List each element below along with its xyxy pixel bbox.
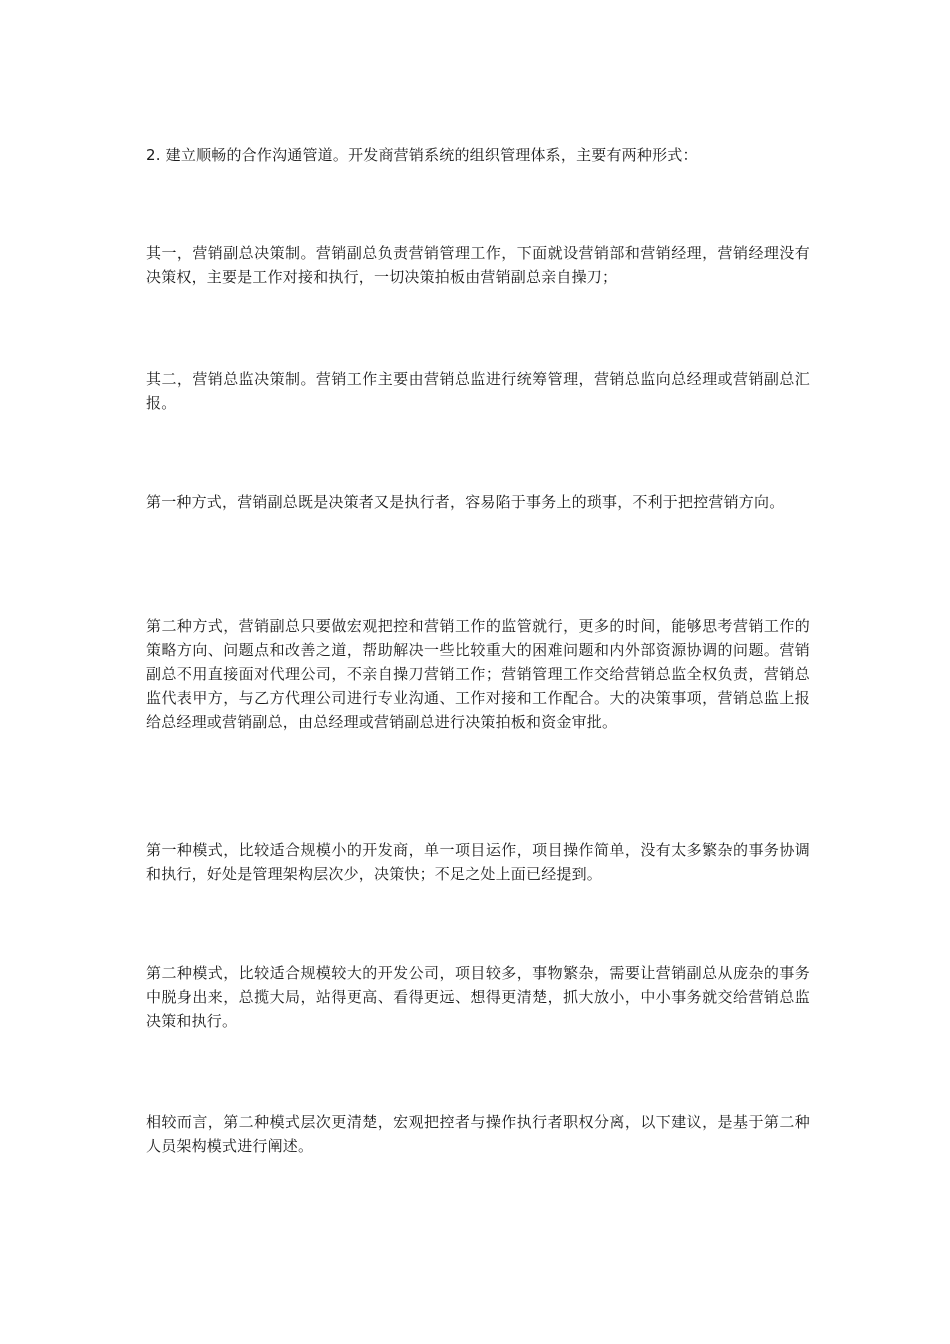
paragraph-mode-one: 第一种模式，比较适合规模小的开发商，单一项目运作，项目操作简单，没有太多繁杂的事务协调和执行，好处是管理架构层次少，决策快；不足之处上面已经提到。 <box>146 841 810 883</box>
paragraph-option-two: 其二，营销总监决策制。营销工作主要由营销总监进行统筹管理，营销总监向总经理或营销副总汇报。 <box>146 370 810 412</box>
paragraph-method-one: 第一种方式，营销副总既是决策者又是执行者，容易陷于事务上的琐事，不利于把控营销方向。 <box>146 493 785 511</box>
paragraph-mode-two: 第二种模式，比较适合规模较大的开发公司，项目较多，事物繁杂，需要让营销副总从庞杂的事务中脱身出来，总揽大局，站得更高、看得更远、想得更清楚，抓大放小，中小事务就交给营销总监决策和执行。 <box>146 964 810 1030</box>
paragraph-heading: 2. 建立顺畅的合作沟通管道。开发商营销系统的组织管理体系，主要有两种形式： <box>146 146 698 164</box>
paragraph-option-one: 其一，营销副总决策制。营销副总负责营销管理工作，下面就设营销部和营销经理，营销经理没有决策权，主要是工作对接和执行，一切决策拍板由营销副总亲自操刀； <box>146 244 810 286</box>
paragraph-method-two: 第二种方式，营销副总只要做宏观把控和营销工作的监管就行，更多的时间，能够思考营销工作的策略方向、问题点和改善之道，帮助解决一些比较重大的困难问题和内外部资源协调的问题。营销副总不用直接面对代理公司，不亲自操刀营销工作；营销管理工作交给营销总监全权负责，营销总监代表甲方，与乙方代理公司进行专业沟通、工作对接和工作配合。大的决策事项，营销总监上报给总经理或营销副总，由总经理或营销副总进行决策拍板和资金审批。 <box>146 617 810 731</box>
paragraph-conclusion: 相较而言，第二种模式层次更清楚，宏观把控者与操作执行者职权分离，以下建议，是基于第二种人员架构模式进行阐述。 <box>146 1113 810 1155</box>
